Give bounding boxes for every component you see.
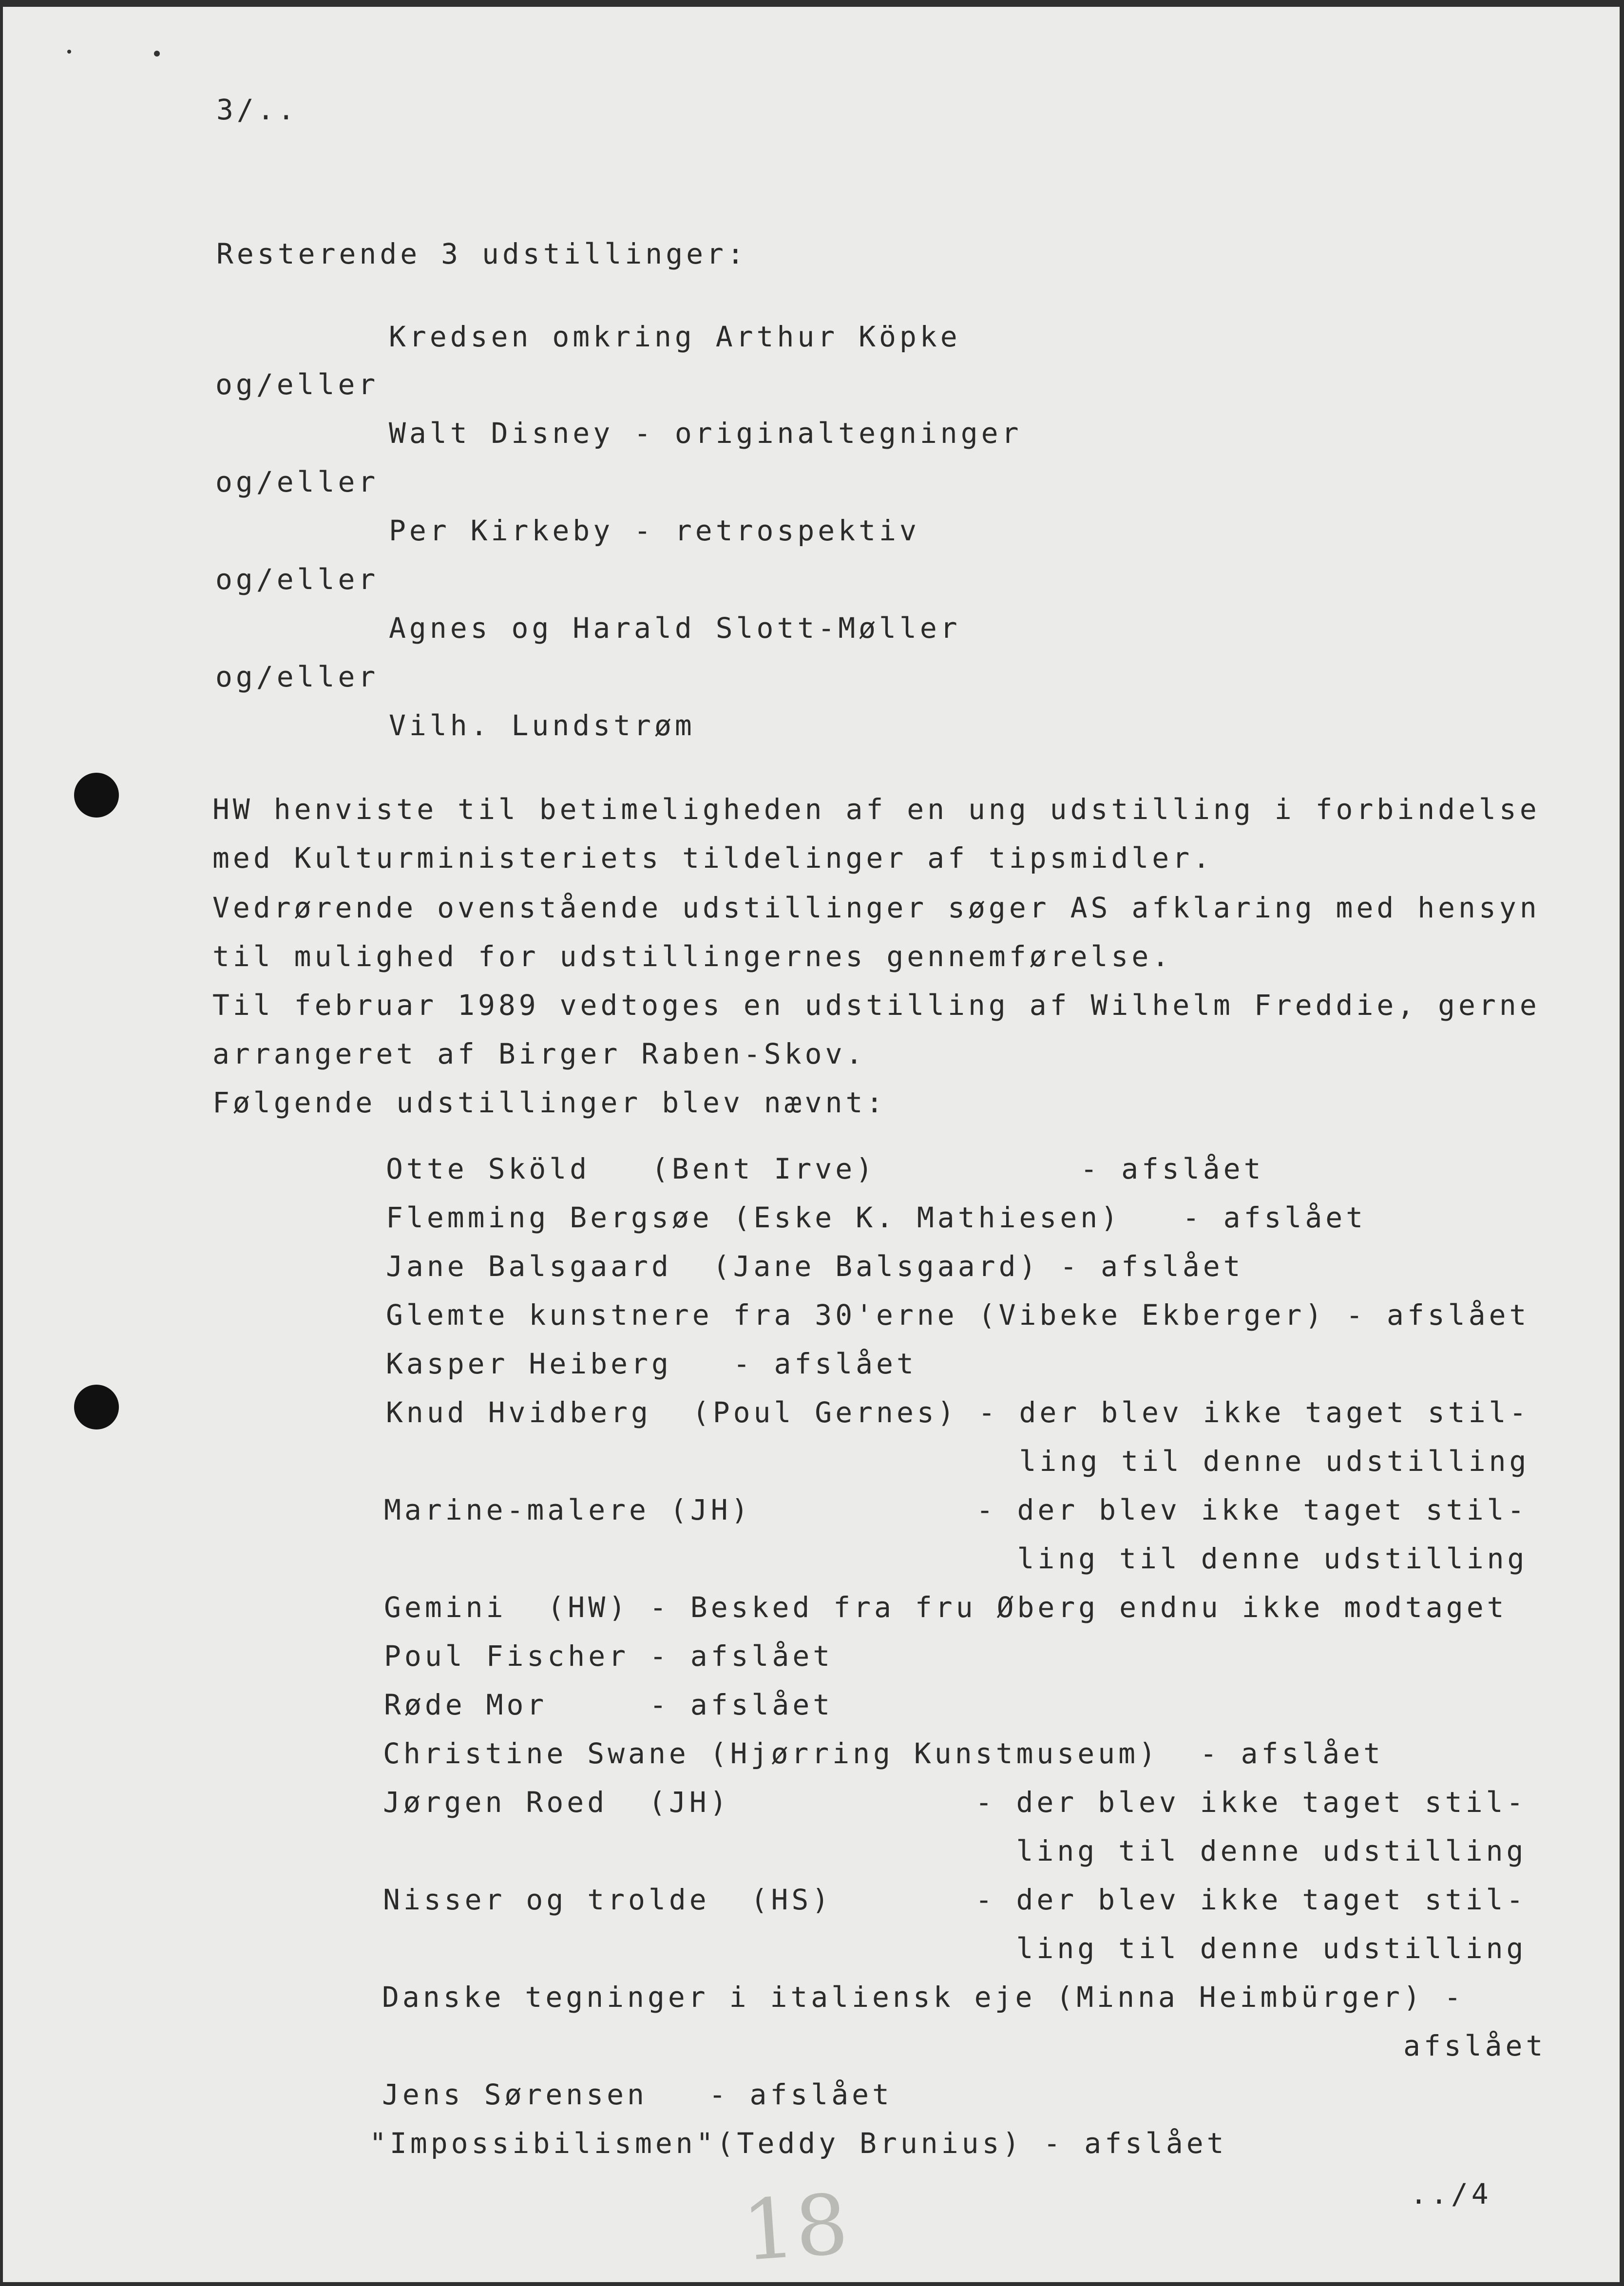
mentioned-line: Gemini (HW) - Besked fra fru Øberg endnu ikke modtaget — [384, 1591, 1508, 1624]
paragraph-line: arrangeret af Birger Raben-Skov. — [212, 1037, 866, 1070]
mentioned-line: Glemte kunstnere fra 30'erne (Vibeke Ekberger) - afslået — [386, 1298, 1530, 1332]
mentioned-line: Flemming Bergsøe (Eske K. Mathiesen) - afslået — [386, 1201, 1367, 1234]
page-marker: 3/.. — [216, 93, 298, 126]
connector-text: og/eller — [215, 660, 379, 693]
mentioned-line: Marine-malere (JH) - der blev ikke taget stil- — [384, 1493, 1528, 1526]
mentioned-line: Jørgen Roed (JH) - der blev ikke taget stil- — [383, 1786, 1527, 1819]
mentioned-line: Nisser og trolde (HS) - der blev ikke taget stil- — [383, 1883, 1527, 1916]
exhibition-item: Kredsen omkring Arthur Köpke — [389, 320, 961, 353]
next-page-marker: ../4 — [1410, 2177, 1492, 2210]
heading: Resterende 3 udstillinger: — [216, 237, 747, 270]
connector-text: og/eller — [215, 368, 379, 401]
ink-speck — [154, 51, 160, 57]
mentioned-line: ling til denne udstilling — [384, 1542, 1528, 1575]
paragraph-line: Vedrørende ovenstående udstillinger søger AS afklaring med hensyn — [212, 891, 1540, 924]
mentioned-line: Jane Balsgaard (Jane Balsgaard) - afslået — [386, 1250, 1244, 1283]
mentioned-line: Knud Hvidberg (Poul Gernes) - der blev ikke taget stil- — [386, 1396, 1530, 1429]
mentioned-line: "Impossibilismen"(Teddy Brunius) - afslået — [369, 2127, 1227, 2160]
punch-hole-top — [74, 773, 119, 818]
connector-text: og/eller — [215, 465, 379, 498]
mentioned-line: Otte Sköld (Bent Irve) - afslået — [386, 1152, 1264, 1185]
mentioned-line: ling til denne udstilling — [383, 1834, 1527, 1867]
exhibition-item: Per Kirkeby - retrospektiv — [389, 514, 920, 547]
mentioned-line: Kasper Heiberg - afslået — [386, 1347, 917, 1380]
mentioned-line: Danske tegninger i italiensk eje (Minna Heimbürger) - — [382, 1981, 1465, 2014]
paragraph-line: Følgende udstillinger blev nævnt: — [212, 1086, 887, 1119]
paragraph-line: til mulighed for udstillingernes gennemførelse. — [212, 940, 1173, 973]
exhibition-item: Walt Disney - originaltegninger — [389, 417, 1022, 450]
mentioned-line: ling til denne udstilling — [383, 1932, 1527, 1965]
document-page — [3, 7, 1620, 2282]
exhibition-item: Vilh. Lundstrøm — [389, 709, 695, 742]
mentioned-line: afslået — [382, 2029, 1547, 2062]
connector-text: og/eller — [215, 563, 379, 596]
paragraph-line: med Kulturministeriets tildelinger af tipsmidler. — [212, 841, 1214, 875]
punch-hole-bottom — [74, 1385, 119, 1429]
mentioned-line: Jens Sørensen - afslået — [382, 2078, 893, 2111]
mentioned-line: Poul Fischer - afslået — [384, 1639, 834, 1673]
mentioned-line: ling til denne udstilling — [386, 1445, 1530, 1478]
handwritten-page-number: 18 — [739, 2176, 851, 2280]
ink-speck — [67, 50, 71, 54]
mentioned-line: Christine Swane (Hjørring Kunstmuseum) - afslået — [383, 1737, 1384, 1770]
paragraph-line: Til februar 1989 vedtoges en udstilling af Wilhelm Freddie, gerne — [212, 989, 1540, 1022]
mentioned-line: Røde Mor - afslået — [384, 1688, 834, 1721]
paragraph-line: HW henviste til betimeligheden af en ung udstilling i forbindelse — [212, 793, 1540, 826]
exhibition-item: Agnes og Harald Slott-Møller — [389, 611, 961, 645]
